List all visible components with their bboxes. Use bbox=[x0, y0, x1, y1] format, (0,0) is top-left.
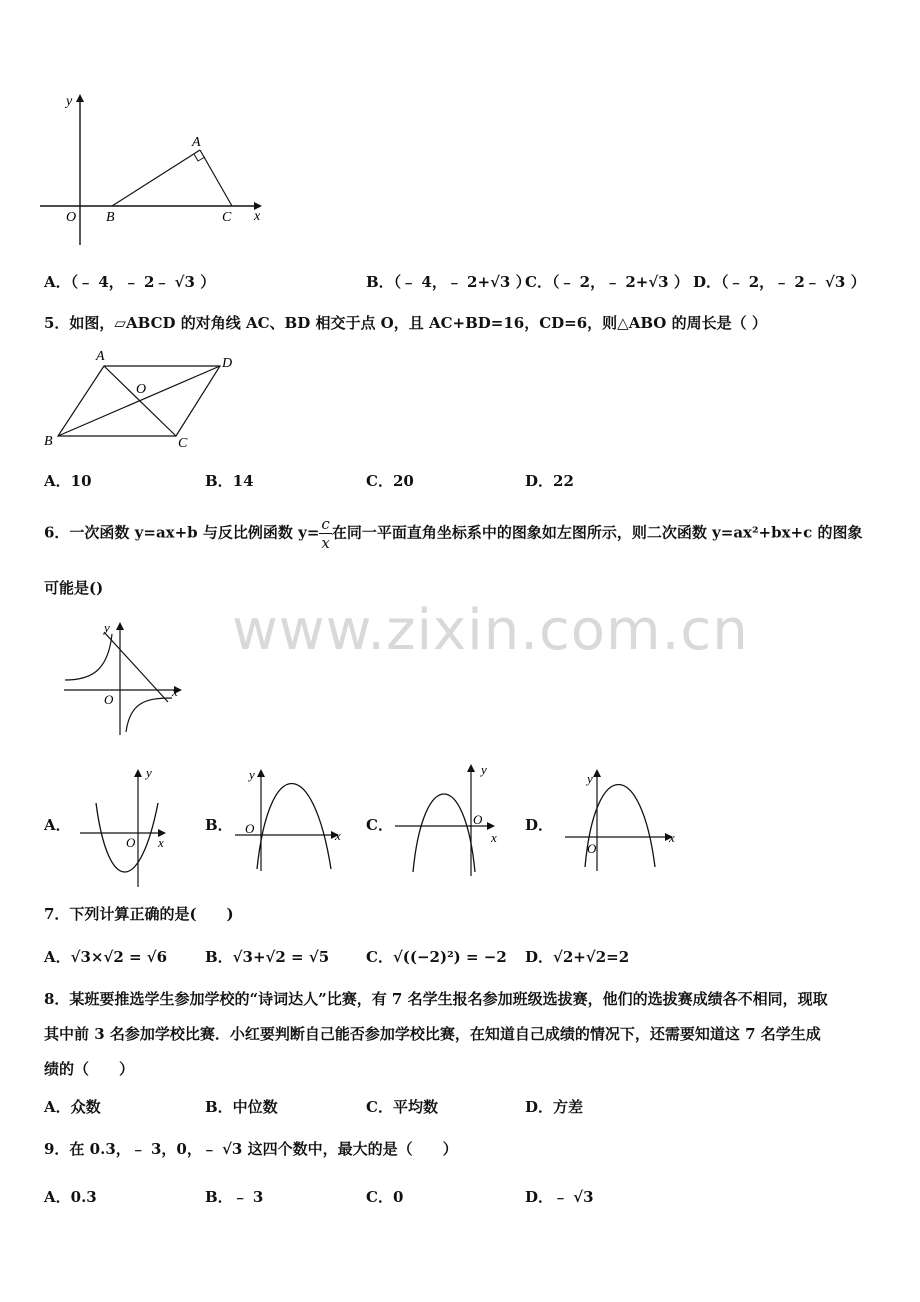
q8-option-a: A．众数 bbox=[44, 1098, 101, 1116]
q7-option-a: A．√3×√2 = √6 bbox=[44, 948, 168, 966]
q6-graph-d bbox=[565, 765, 685, 875]
q8-option-c: C．平均数 bbox=[366, 1098, 438, 1116]
q5-question: 5．如图，▱ABCD 的对角线 AC、BD 相交于点 O，且 AC+BD=16，CD=6，则△ABO 的周长是（ ） bbox=[44, 314, 767, 332]
q4-label-B: B bbox=[106, 210, 115, 225]
q5-parallelogram-figure bbox=[40, 345, 250, 455]
q5-label-D: D bbox=[222, 356, 233, 371]
q6-graph-a bbox=[78, 765, 178, 890]
watermark: www.zixin.com.cn bbox=[232, 598, 749, 663]
q6-ref-y: y bbox=[104, 620, 110, 635]
q7-question: 7．下列计算正确的是( ) bbox=[44, 905, 234, 923]
q6-reference-figure bbox=[60, 620, 190, 740]
q5-label-A: A bbox=[96, 349, 105, 364]
q6-ref-x: x bbox=[172, 684, 178, 699]
q6-fraction bbox=[319, 515, 331, 552]
q6-option-b: B． bbox=[205, 816, 233, 834]
q6-graph-b bbox=[235, 765, 355, 875]
q6-text-before: 6．一次函数 y=ax+b 与反比例函数 y= bbox=[44, 523, 320, 542]
q6-a-x: x bbox=[158, 835, 164, 850]
q4-option-d: D．（﹣ 2，﹣ 2﹣ √3 ） bbox=[693, 273, 866, 291]
q6-option-c: C． bbox=[366, 816, 393, 834]
q7-option-d: D．√2+√2=2 bbox=[525, 948, 630, 966]
q9-option-c: C．0 bbox=[366, 1188, 404, 1206]
q4-label-x: x bbox=[254, 209, 261, 224]
q8-option-d: D．方差 bbox=[525, 1098, 584, 1116]
q4-option-a: A．（﹣ 4，﹣ 2﹣ √3 ） bbox=[44, 273, 216, 291]
q5-option-a: A．10 bbox=[44, 472, 92, 490]
q4-option-b: B．（﹣ 4，﹣ 2+√3 ） bbox=[366, 273, 531, 291]
q7-option-c: C．√((−2)²) = −2 bbox=[366, 948, 507, 966]
q4-label-y: y bbox=[66, 94, 73, 109]
q6-c-O: O bbox=[473, 812, 483, 827]
q6-a-y: y bbox=[146, 765, 152, 780]
q9-option-d: D．﹣ √3 bbox=[525, 1188, 594, 1206]
q4-figure bbox=[40, 90, 270, 250]
q5-label-C: C bbox=[178, 436, 188, 451]
q4-label-C: C bbox=[222, 210, 232, 225]
q8-question-line2: 其中前 3 名参加学校比赛．小红要判断自己能否参加学校比赛，在知道自己成绩的情况下，还需要知道这 7 名学生成 bbox=[44, 1025, 821, 1043]
q5-option-c: C．20 bbox=[366, 472, 414, 490]
q6-text-after: 在同一平面直角坐标系中的图象如左图所示，则二次函数 y=ax²+bx+c 的图象 bbox=[331, 523, 863, 542]
q4-option-c: C．（﹣ 2，﹣ 2+√3 ） bbox=[525, 273, 689, 291]
q6-b-O: O bbox=[245, 821, 255, 836]
q6-ref-O: O bbox=[104, 692, 114, 707]
q6-b-x: x bbox=[335, 828, 341, 843]
q6-question-line2: 可能是() bbox=[44, 579, 104, 597]
q5-option-d: D．22 bbox=[525, 472, 574, 490]
q6-d-O: O bbox=[587, 841, 597, 856]
q6-c-y: y bbox=[481, 762, 487, 777]
q6-frac-num: c bbox=[321, 515, 330, 533]
q6-graph-c bbox=[395, 760, 505, 880]
q7-option-b: B．√3+√2 = √5 bbox=[205, 948, 330, 966]
q6-frac-den: x bbox=[321, 534, 330, 552]
q6-d-x: x bbox=[669, 830, 675, 845]
q6-question bbox=[44, 515, 862, 552]
q5-label-O: O bbox=[136, 382, 147, 397]
q6-option-a: A． bbox=[44, 816, 71, 834]
q8-option-b: B．中位数 bbox=[205, 1098, 278, 1116]
q6-d-y: y bbox=[587, 771, 593, 786]
q9-question: 9．在 0.3，﹣ 3，0，﹣ √3 这四个数中，最大的是（ ） bbox=[44, 1140, 458, 1158]
q9-option-a: A．0.3 bbox=[44, 1188, 97, 1206]
q8-question-line1: 8．某班要推选学生参加学校的“诗词达人”比赛，有 7 名学生报名参加班级选拔赛，他们的选拔赛成绩各不相同，现取 bbox=[44, 990, 828, 1008]
q6-c-x: x bbox=[491, 830, 497, 845]
q4-label-A: A bbox=[192, 135, 201, 150]
q6-option-d: D． bbox=[525, 816, 554, 834]
q9-option-b: B．﹣ 3 bbox=[205, 1188, 264, 1206]
q5-label-B: B bbox=[44, 434, 53, 449]
q8-question-line3: 绩的（ ） bbox=[44, 1060, 135, 1078]
q4-label-O: O bbox=[66, 210, 77, 225]
q6-a-O: O bbox=[126, 835, 136, 850]
q6-b-y: y bbox=[249, 767, 255, 782]
q5-option-b: B．14 bbox=[205, 472, 254, 490]
